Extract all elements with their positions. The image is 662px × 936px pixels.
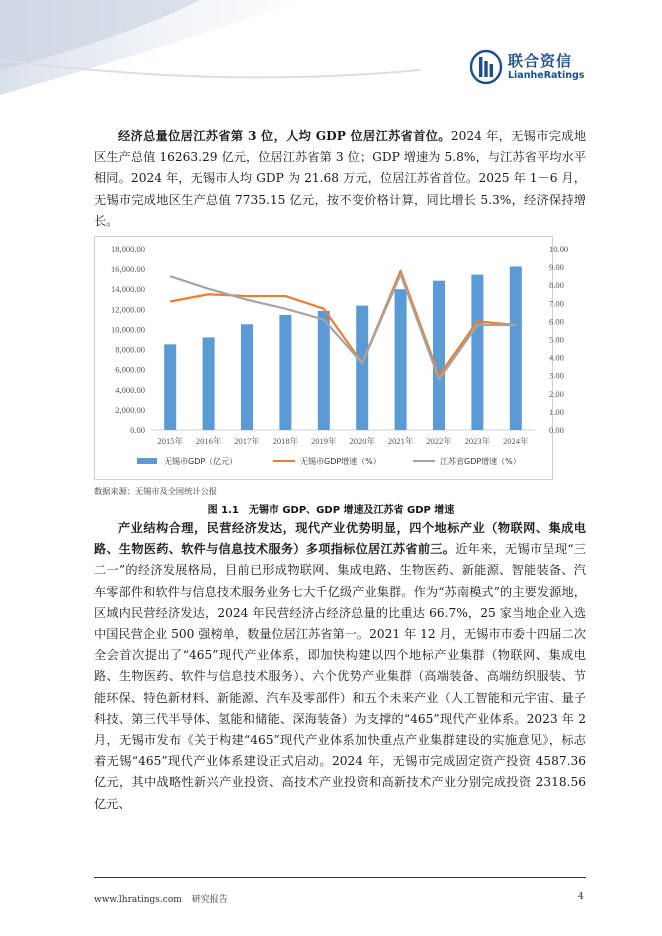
- left-axis-tick-label: 6,000.00: [115, 364, 145, 375]
- x-axis-tick-label: 2024年: [503, 436, 529, 446]
- left-axis-tick-label: 0.00: [130, 425, 145, 435]
- gdp-bar: [356, 306, 368, 430]
- paragraph-body: 近年来，无锡市呈现“三二一”的经济发展格局，目前已形成物联网、集成电路、生物医药、新能源、智能装备、汽车零部件和软件与信息技术服务业务七大千亿级产业集群。作为“苏南模式”的主要发源地，区域内民营经济发达，2024 年民营经济占经济总量的比重达 66.7%，25 家当地企业入选中国民营企业 500 强榜单，数量位居江苏省第一。2021 年 12 月，无锡市市委十四届二次全会首次提出了“465”现代产业体系，即加快构建以四个地标产业集群（物联网、集成电路、生物医药、软件与信息技术服务）、六个优势产业集群（高端装备、高端纺织服装、节能环保、特色新材料、新能源、汽车及零部件）和五个未来产业（人工智能和元宇宙、量子科技、第三代半导体、氢能和储能、深海装备）为支撑的“465”现代产业体系。2023 年 2 月，无锡市发布《关于构建“465”现代产业体系加快重点产业集群建设的实施意见》，标志着无锡“465”现代产业体系建设正式启动。2024 年，无锡市完成固定资产投资 4587.36 亿元，其中战略性新兴产业投资、高技术产业投资和高新技术产业分别完成投资 2318.56 亿元、: [94, 542, 587, 811]
- legend-label: 江苏省GDP增速（%）: [440, 457, 521, 466]
- right-axis-tick-label: 7.00: [549, 298, 564, 309]
- footer-website[interactable]: www.lhratings.com: [94, 895, 182, 905]
- page-number: 4: [578, 892, 584, 902]
- right-axis-tick-label: 5.00: [549, 334, 564, 345]
- right-axis-tick-label: 9.00: [549, 262, 564, 273]
- paragraph-industry-structure: [94, 518, 586, 815]
- x-axis-tick-label: 2020年: [349, 436, 375, 446]
- left-axis-tick-label: 10,000.00: [111, 324, 145, 335]
- x-axis-tick-label: 2016年: [195, 436, 222, 446]
- gdp-bar: [203, 337, 215, 430]
- jiangsu-growth-line: [170, 274, 516, 379]
- gdp-chart-svg: [95, 237, 569, 481]
- gdp-bar: [510, 266, 522, 430]
- logo-english-name: LianheRatings: [508, 70, 585, 81]
- right-axis-tick-label: 2.00: [549, 388, 564, 399]
- right-axis-tick-label: 10.00: [549, 244, 569, 254]
- right-axis-tick-label: 6.00: [549, 316, 564, 327]
- left-axis-tick-label: 2,000.00: [115, 404, 145, 415]
- paragraph-lead: 经济总量位居江苏省第 3 位，人均 GDP 位居江苏省首位。: [118, 129, 451, 143]
- x-axis-tick-label: 2022年: [426, 436, 452, 446]
- right-axis-tick-label: 0.00: [549, 425, 564, 435]
- gdp-bar: [164, 344, 176, 430]
- gdp-bar: [433, 281, 445, 430]
- x-axis-tick-label: 2023年: [464, 436, 491, 446]
- footer-info: [94, 892, 238, 905]
- figure-source: 数据来源：无锡市及全国统计公报: [94, 486, 217, 496]
- lianhe-logo-icon: [470, 50, 502, 84]
- logo-chinese-name: 联合资信: [508, 52, 573, 70]
- right-axis-tick-label: 8.00: [549, 280, 564, 291]
- gdp-bar: [318, 311, 330, 430]
- gdp-chart: [94, 236, 569, 480]
- gdp-bar: [241, 324, 253, 430]
- gdp-bar: [471, 275, 483, 430]
- footer-doc-type: 研究报告: [191, 895, 228, 905]
- legend-label: 无锡市GDP增速（%）: [300, 457, 381, 466]
- left-axis-tick-label: 16,000.00: [111, 264, 145, 275]
- footer-divider: [94, 877, 586, 878]
- legend-bar-swatch: [137, 458, 157, 464]
- figure-caption: 图 1.1 无锡市 GDP、GDP 增速及江苏省 GDP 增速: [207, 505, 455, 516]
- x-axis-tick-label: 2018年: [272, 436, 299, 446]
- x-axis-tick-label: 2019年: [311, 436, 337, 446]
- right-axis-tick-label: 4.00: [549, 352, 564, 363]
- paragraph-lead: 产业结构合理，民营经济发达，现代产业优势明显，四个地标产业（物联网、集成电路、生物医药、软件与信息技术服务）多项指标位居江苏省前三。: [94, 521, 586, 557]
- left-axis-tick-label: 4,000.00: [115, 384, 145, 395]
- right-axis-tick-label: 3.00: [549, 370, 564, 381]
- right-axis-tick-label: 1.00: [549, 406, 564, 417]
- wuxi-growth-line: [170, 271, 516, 376]
- paragraph-body: 2024 年，无锡市完成地区生产总值 16263.29 亿元，位居江苏省第 3 位；GDP 增速为 5.8%，与江苏省平均水平相同。2024 年，无锡市人均 GDP 为 21.68 万元，位居江苏省首位。2025 年 1－6 月，无锡市完成地区生产总值 7735.15 亿元，按不变价格计算，同比增长 5.3%，经济保持增长。: [94, 129, 587, 228]
- left-axis-tick-label: 14,000.00: [111, 284, 145, 295]
- company-logo: [470, 50, 584, 84]
- left-axis-tick-label: 8,000.00: [115, 344, 145, 355]
- gdp-bar: [279, 315, 291, 430]
- gdp-bar: [395, 289, 407, 430]
- x-axis-tick-label: 2017年: [234, 436, 260, 446]
- left-axis-tick-label: 18,000.00: [111, 244, 145, 254]
- left-axis-tick-label: 12,000.00: [111, 304, 145, 315]
- x-axis-tick-label: 2021年: [387, 436, 414, 446]
- paragraph-economic-size: [94, 126, 586, 232]
- legend-label: 无锡市GDP（亿元）: [164, 457, 238, 466]
- x-axis-tick-label: 2015年: [157, 436, 183, 446]
